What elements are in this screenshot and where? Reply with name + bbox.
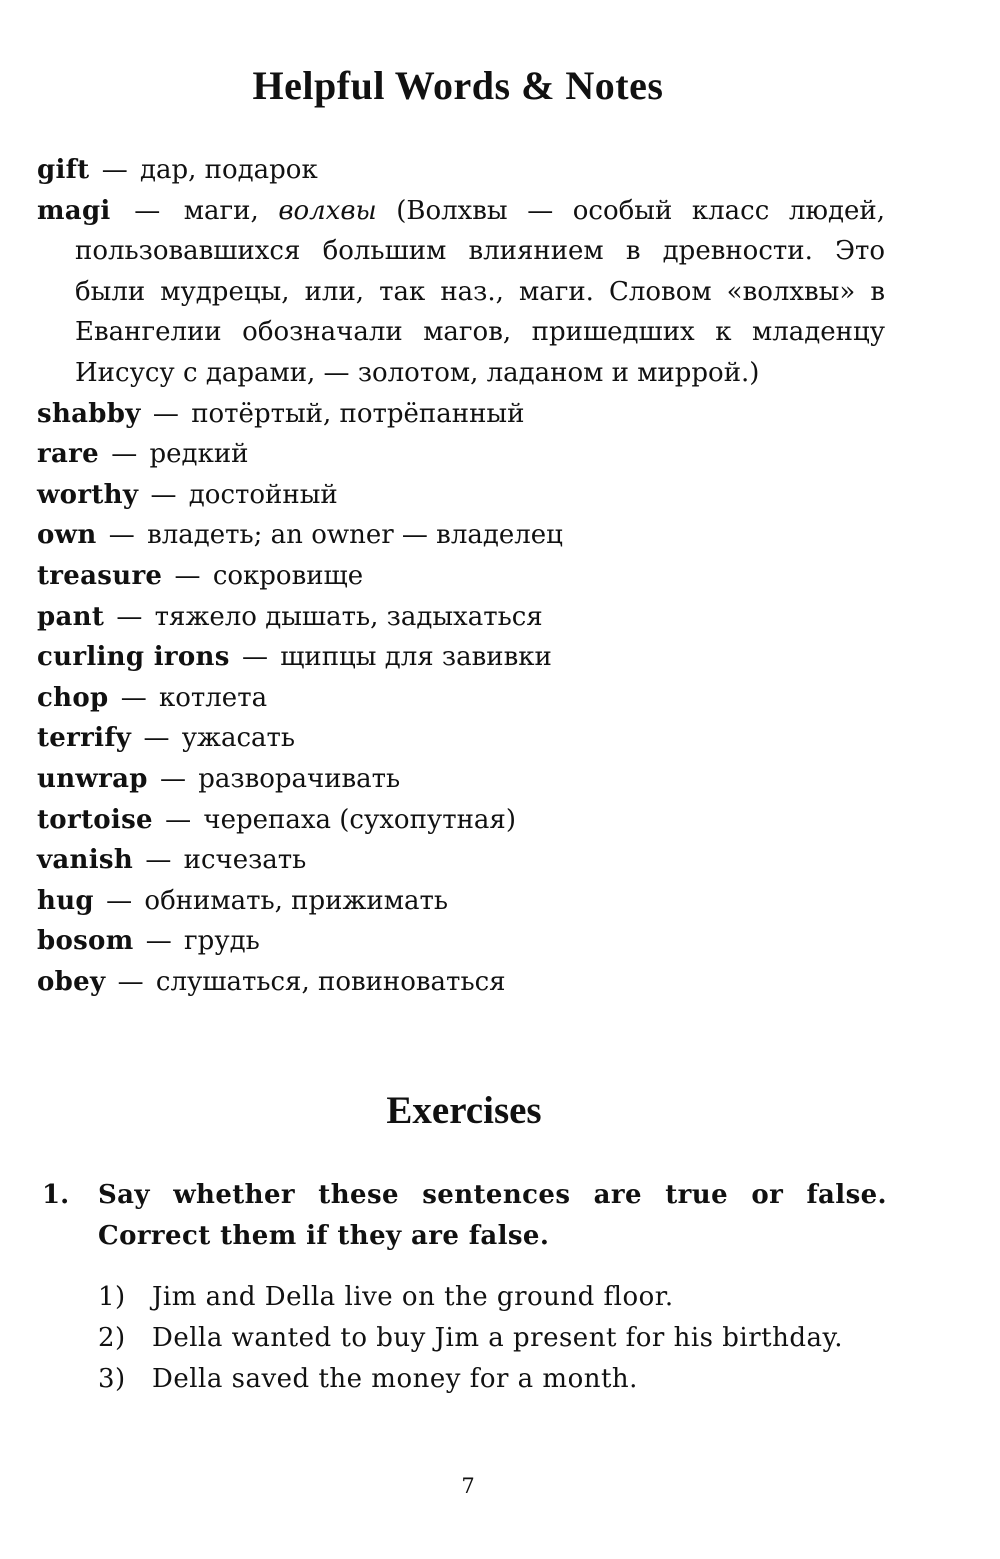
glossary-definition: грудь — [184, 926, 260, 957]
sentence-text: Della saved the money for a month. — [152, 1364, 638, 1394]
glossary-entry — [37, 150, 885, 191]
sentence-item — [98, 1359, 888, 1400]
glossary-entry — [37, 678, 885, 719]
glossary-term: pant — [37, 601, 105, 632]
glossary-entry — [37, 637, 885, 678]
glossary-note: (Волхвы — особый класс людей, пользовавшихся большим влиянием в древности. Это были мудрецы, или, так наз., маги. Словом «волхвы» в Евангелии обозначали магов, пришедших к младенцу Иисусу с дарами, — золотом, ладаном и миррой.) — [75, 195, 885, 388]
section-heading-exercises: Exercises — [386, 1089, 542, 1132]
dash: — — [152, 398, 179, 429]
glossary-term: bosom — [37, 926, 134, 957]
glossary-definition: владеть; an owner — владелец — [147, 520, 563, 551]
glossary-entry — [37, 515, 885, 556]
dash: — — [145, 926, 172, 957]
glossary-entry — [37, 840, 885, 881]
glossary-definition: потёртый, потрёпанный — [191, 398, 525, 429]
glossary-definition: котлета — [159, 682, 268, 713]
glossary-term: treasure — [37, 560, 163, 591]
glossary-entry — [37, 475, 885, 516]
glossary-term: hug — [37, 885, 94, 916]
glossary-entry — [37, 434, 885, 475]
glossary-term: gift — [37, 155, 90, 185]
glossary-entry — [37, 556, 885, 597]
glossary-term: tortoise — [37, 804, 153, 835]
glossary-definition: исчезать — [183, 845, 307, 876]
glossary-term: own — [37, 520, 97, 551]
sentence-text: Della wanted to buy Jim a present for his birthday. — [152, 1323, 844, 1353]
glossary-term: worthy — [37, 479, 139, 510]
glossary-entry — [37, 921, 885, 962]
glossary-definition: достойный — [188, 479, 338, 510]
glossary-definition: обнимать, прижимать — [144, 885, 448, 916]
sentence-number: 1) — [98, 1282, 126, 1312]
glossary-entry — [37, 881, 885, 922]
glossary-term: vanish — [37, 845, 134, 876]
glossary-definition: черепаха (сухопутная) — [203, 804, 516, 835]
dash: — — [111, 439, 138, 470]
glossary-definition: слушаться, повиноваться — [155, 966, 506, 997]
glossary-definition: разворачивать — [198, 763, 401, 794]
glossary-definition: дар, подарок — [139, 155, 318, 185]
glossary-entry — [37, 759, 885, 800]
glossary-term: unwrap — [37, 763, 148, 794]
glossary-definition: тяжело дышать, задыхаться — [154, 601, 543, 632]
sentence-text: Jim and Della live on the ground floor. — [152, 1282, 674, 1312]
glossary-definition-italic: волхвы — [278, 195, 377, 226]
dash: — — [106, 885, 133, 916]
page-title: Helpful Words & Notes — [252, 63, 664, 108]
dash: — — [134, 195, 161, 226]
dash: — — [159, 763, 186, 794]
glossary-definition: сокровище — [212, 560, 364, 591]
glossary-definition: маги, — [183, 195, 259, 226]
glossary-term: rare — [37, 439, 99, 470]
glossary-term: magi — [37, 195, 111, 226]
glossary-definition: ужасать — [181, 723, 296, 754]
dash: — — [241, 642, 268, 673]
sentence-item — [98, 1318, 888, 1359]
dash: — — [165, 804, 192, 835]
glossary-definition: редкий — [149, 439, 249, 470]
glossary-term: shabby — [37, 398, 141, 429]
glossary-definition: щипцы для завивки — [280, 642, 552, 673]
glossary-term: obey — [37, 966, 106, 997]
dash: — — [101, 155, 128, 185]
dash: — — [143, 723, 170, 754]
glossary-entry — [37, 394, 885, 435]
task-number: 1. — [42, 1180, 70, 1210]
page-number: 7 — [461, 1474, 475, 1498]
sentence-list — [98, 1277, 888, 1400]
sentence-item — [98, 1277, 888, 1318]
glossary-term: curling irons — [37, 642, 230, 673]
glossary-entry — [37, 962, 885, 1003]
dash: — — [174, 560, 201, 591]
glossary-entry — [37, 597, 885, 638]
dash: — — [145, 845, 172, 876]
dash: — — [116, 601, 143, 632]
dash: — — [120, 682, 147, 713]
task-instruction: Say whether these sentences are true or false. Correct them if they are false. — [98, 1180, 887, 1251]
glossary-term: terrify — [37, 723, 132, 754]
sentence-number: 2) — [98, 1323, 126, 1353]
glossary-entry — [37, 718, 885, 759]
dash: — — [150, 479, 177, 510]
sentence-number: 3) — [98, 1364, 126, 1394]
glossary-entry — [37, 800, 885, 841]
glossary-entry — [37, 191, 885, 394]
glossary-list — [37, 150, 885, 1002]
dash: — — [117, 966, 144, 997]
glossary-term: chop — [37, 682, 109, 713]
dash: — — [108, 520, 135, 551]
exercise-task — [42, 1175, 887, 1257]
